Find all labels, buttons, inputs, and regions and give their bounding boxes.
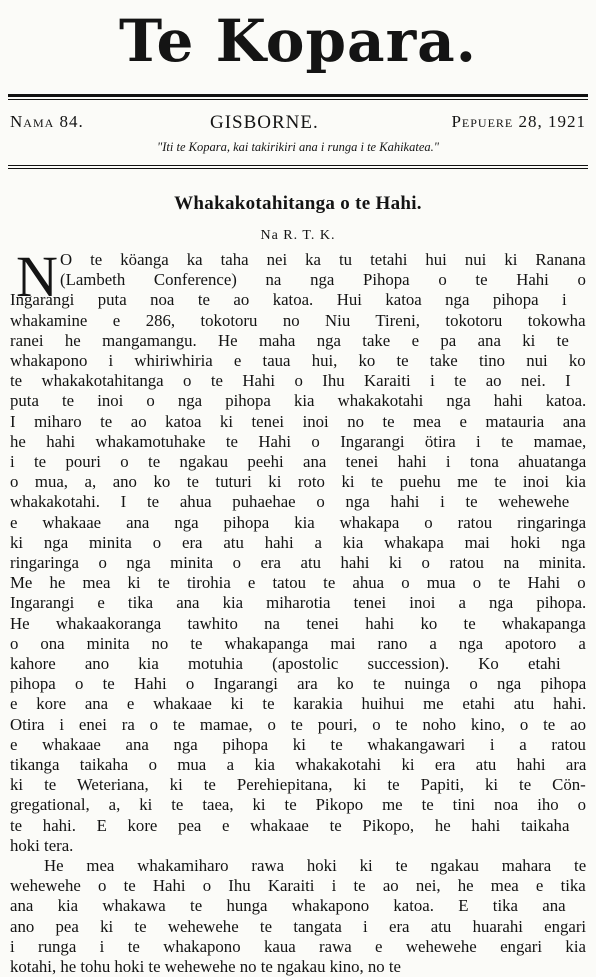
article-line: gregational, a, ki te taea, ki te Pikopo me te tini noa iho o — [10, 795, 587, 815]
issue-place: GISBORNE. — [210, 112, 319, 133]
article-line: Ingarangi e tika ana kia miharotia tenei inoi a nga pihopa. — [10, 593, 587, 613]
article-line: te whakakotahitanga o te Hahi o Ihu Karaiti i te ao nei. I — [10, 371, 571, 391]
article-line: kotahi, he tohu hoki te wehewehe no te ngakau kino, no te — [10, 957, 401, 976]
issue-number: Nama 84. — [10, 112, 84, 131]
article-line: e whakaae ana nga pihopa ki te whakangawari i a ratou — [10, 734, 586, 754]
article-line: hoki tera. — [10, 835, 74, 855]
article-line: te hahi. E kore pea e whakaae te Pikopo, he hahi taikaha — [10, 815, 570, 835]
article-line: he hahi whakamotuhake te Hahi o Ingarangi ötira i te mamae, — [10, 431, 587, 451]
article-line: O te köanga ka taha nei ka tu tetahi hui nui ki Ranana — [60, 250, 586, 269]
article-line: whakamine e 286, tokotoru no Niu Tireni, tokotoru tokowha — [10, 310, 586, 330]
article-line: I miharo te ao katoa ki tenei inoi no te mea e matauria ana — [10, 411, 586, 431]
article-line: Me he mea ki te tirohia e tatou te ahua o mua o te Hahi o — [10, 573, 586, 593]
article-line: wehewehe o te Hahi o Ihu Karaiti i te ao nei, he mea e tika — [10, 876, 586, 896]
article-line: He whakaakoranga tawhito na tenei hahi ko te whakapanga — [10, 613, 586, 633]
article-line: He mea whakamiharo rawa hoki ki te ngakau mahara te — [44, 856, 587, 875]
article-line: ana kia whakawa te hunga whakapono katoa. E tika ana — [10, 896, 566, 916]
article-line: Otira i enei ra o te mamae, o te pouri, o te noho kino, o te ao — [10, 714, 586, 734]
article-line: e kore ana e whakaae ki te karakia huihui me etahi atu hahi. — [10, 694, 587, 714]
motto: "Iti te Kopara, kai takirikiri ana i runga i te Kahikatea." — [156, 140, 439, 154]
drop-cap: N — [16, 244, 58, 309]
article-line: ki te Weteriana, ki te Perehiepitana, ki te Papiti, ki te Cön- — [10, 775, 586, 795]
article-line: whakapono i whiriwhiria e taua hui, ko te take tino nui ko — [10, 351, 586, 370]
issue-date: Pepuere 28, 1921 — [451, 112, 586, 131]
article-line: e whakaae ana nga pihopa kia whakapa o ratou ringaringa — [10, 512, 587, 532]
article-line: o mua, a, ano ko te tuturi ki roto ki te puehu me te inoi kia — [10, 472, 587, 492]
article-line: i runga i te whakapono kaua rawa e wehewehe engari kia — [10, 936, 586, 956]
article-line: tikanga taikaha o mua a kia whakakotahi ki era atu hahi ara — [10, 755, 587, 774]
article-line: Ingarangi puta noa te ao katoa. Hui katoa nga pihopa i — [10, 290, 567, 310]
article-line: ranei he mangamangu. He maha nga take e pa ana ki te — [10, 330, 569, 350]
article-line: o ona minita no te whakapanga mai rano a nga apotoro a — [10, 633, 586, 653]
article-line: kahore ano kia motuhia (apostolic succession). Ko etahi — [10, 654, 561, 673]
article-title: Whakakotahitanga o te Hahi. — [174, 193, 422, 214]
article-line: ki nga minita o era atu hahi a kia whakapa mai hoki nga — [10, 532, 586, 552]
article-line: (Lambeth Conference) na nga Pihopa o te Hahi o — [60, 270, 586, 290]
article-line: ano pea ki te wehewehe te tangata i era atu huarahi engari — [10, 916, 587, 936]
article-line: whakakotahi. I te ahua puhaehae o nga hahi i te wehewehe — [10, 492, 570, 512]
article-line: puta te inoi o nga pihopa kia whakakotahi nga hahi katoa. — [10, 391, 587, 411]
article-byline: Na R. T. K. — [260, 228, 336, 243]
article-line: i te pouri o te ngakau peehi ana tenei hahi i tona ahuatanga — [10, 452, 587, 471]
article-line: ringaringa o nga minita o era atu hahi ki o ratou na minita. — [10, 553, 586, 572]
masthead-title: Te Kopara. — [119, 7, 477, 75]
article-line: pihopa o te Hahi o Ingarangi ara ko te nuinga o nga pihopa — [10, 674, 587, 694]
